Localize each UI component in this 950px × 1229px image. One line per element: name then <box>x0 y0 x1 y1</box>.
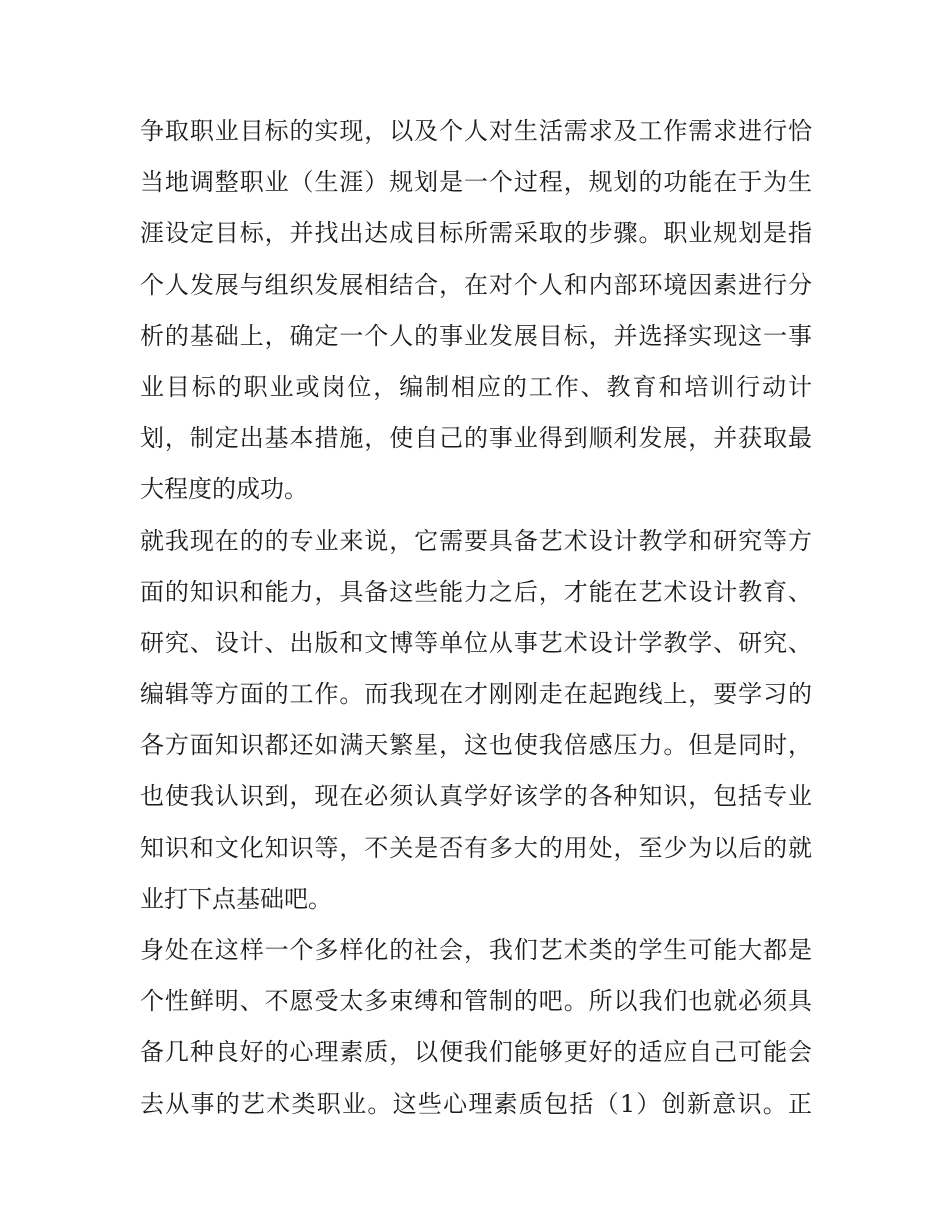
text-line: 各方面知识都还如满天繁星，这也使我倍感压力。但是同时， <box>140 731 812 760</box>
document-body <box>140 106 812 1130</box>
text-line: 知识和文化知识等，不关是否有多大的用处，至少为以后的就 <box>140 833 812 862</box>
text-line: 去从事的艺术类职业。这些心理素质包括（1）创新意识。正 <box>140 1089 812 1118</box>
text-line: 也使我认识到，现在必须认真学好该学的各种知识，包括专业 <box>140 782 812 811</box>
text-line: 编辑等方面的工作。而我现在才刚刚走在起跑线上，要学习的 <box>140 680 812 709</box>
text-line: 面的知识和能力，具备这些能力之后，才能在艺术设计教育、 <box>140 577 812 606</box>
text-line: 涯设定目标，并找出达成目标所需采取的步骤。职业规划是指 <box>140 219 812 248</box>
text-line: 当地调整职业（生涯）规划是一个过程，规划的功能在于为生 <box>140 168 812 197</box>
paragraph-psychological-qualities <box>140 925 812 1130</box>
paragraph-major-requirements <box>140 516 812 926</box>
paragraph-career-planning <box>140 106 812 516</box>
text-line: 身处在这样一个多样化的社会，我们艺术类的学生可能大都是 <box>140 936 812 964</box>
text-line: 析的基础上，确定一个人的事业发展目标，并选择实现这一事 <box>140 321 812 350</box>
text-line: 业打下点基础吧。 <box>140 884 332 913</box>
text-line: 就我现在的的专业来说，它需要具备艺术设计教学和研究等方 <box>140 526 812 555</box>
text-line: 研究、设计、出版和文博等单位从事艺术设计学教学、研究、 <box>140 628 812 657</box>
text-line: 大程度的成功。 <box>140 475 308 504</box>
text-line: 备几种良好的心理素质，以便我们能够更好的适应自己可能会 <box>140 1038 812 1067</box>
text-line: 个性鲜明、不愿受太多束缚和管制的吧。所以我们也就必须具 <box>140 987 812 1016</box>
text-line: 划，制定出基本措施，使自己的事业得到顺利发展，并获取最 <box>140 424 812 453</box>
text-line: 个人发展与组织发展相结合，在对个人和内部环境因素进行分 <box>140 270 812 299</box>
text-line: 争取职业目标的实现，以及个人对生活需求及工作需求进行恰 <box>140 117 812 145</box>
text-line: 业目标的职业或岗位，编制相应的工作、教育和培训行动计 <box>140 372 812 401</box>
